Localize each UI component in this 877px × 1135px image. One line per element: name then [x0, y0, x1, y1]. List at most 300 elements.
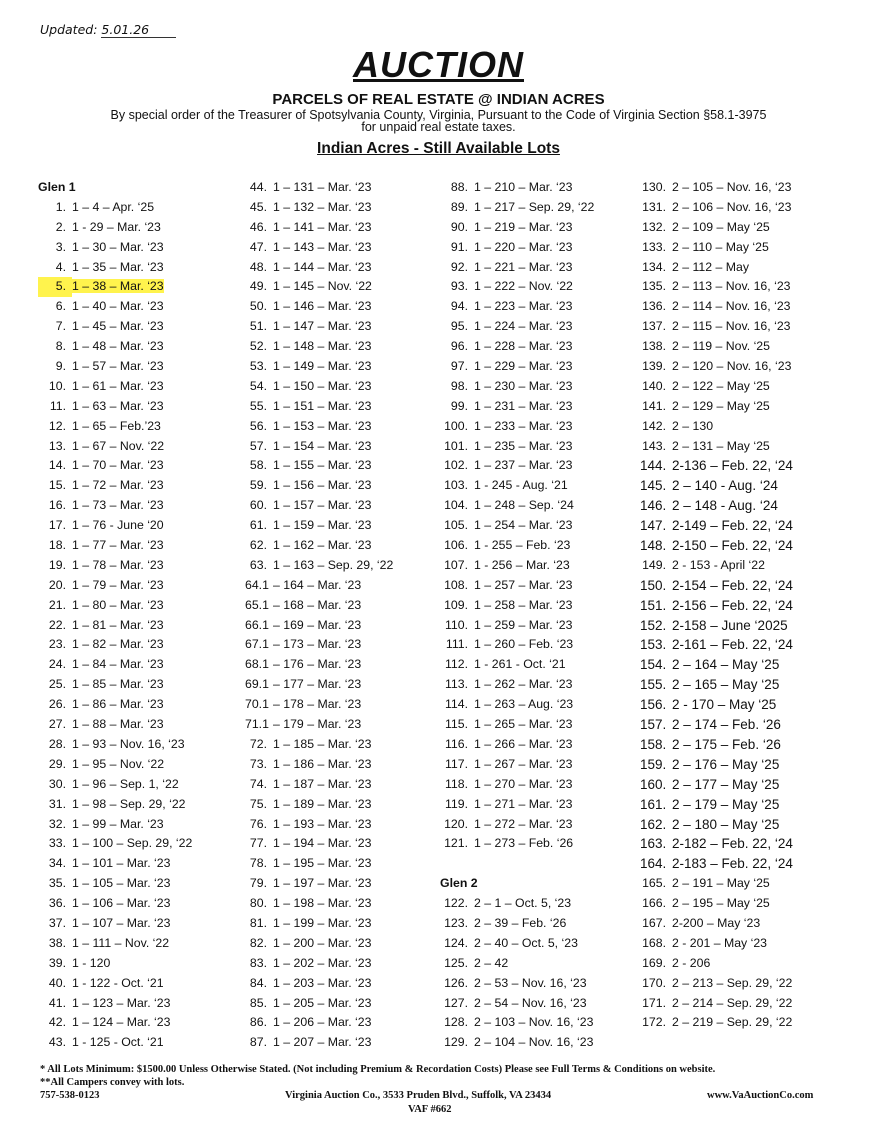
lot-row — [245, 914, 393, 934]
lot-detail: 1 – 198 – Mar. ‘23 — [273, 896, 372, 911]
lot-detail: 2 – 219 – Sep. 29, ‘22 — [672, 1015, 793, 1030]
lot-number: 105. — [444, 518, 468, 533]
lot-row — [640, 417, 793, 437]
lot-row — [38, 834, 192, 854]
lot-detail: 2 – 42 — [474, 955, 509, 970]
lot-number: 15. — [48, 478, 66, 493]
lot-row — [440, 715, 594, 735]
lot-number: 145. — [640, 478, 667, 494]
lot-number: 5. — [38, 277, 72, 297]
lot-row — [440, 914, 594, 934]
lot-row — [440, 556, 594, 576]
lot-detail: 2 – 213 – Sep. 29, ‘22 — [672, 975, 793, 990]
lot-detail: 1 – 187 – Mar. ‘23 — [273, 776, 372, 791]
lot-row — [38, 516, 192, 536]
page-title: AUCTION — [353, 44, 524, 85]
lot-number: 84. — [249, 975, 267, 990]
lot-number: 96. — [450, 339, 468, 354]
lot-detail: 2 – 115 – Nov. 16, ‘23 — [672, 319, 791, 334]
lot-detail: 1 – 111 – Nov. ‘22 — [72, 935, 170, 950]
lot-detail: 2 – 174 – Feb. ‘26 — [672, 717, 781, 733]
lot-row — [640, 655, 793, 675]
lot-row — [245, 556, 393, 576]
lot-number: 109. — [444, 597, 468, 612]
lot-row — [38, 994, 192, 1014]
lot-row — [640, 178, 793, 198]
lot-detail: 1 – 76 - June ‘20 — [72, 518, 164, 533]
lot-detail: 2 – 39 – Feb. ‘26 — [474, 915, 567, 930]
lot-detail: 2 – 177 – May ‘25 — [672, 776, 780, 792]
lot-detail: 1 – 65 – Feb.’23 — [72, 418, 161, 433]
lot-number: 50. — [249, 299, 267, 314]
lot-detail: 1 – 230 – Mar. ‘23 — [474, 378, 573, 393]
lot-detail: 1 – 48 – Mar. ‘23 — [72, 339, 164, 354]
lot-detail: 2 – 114 – Nov. 16, ‘23 — [672, 299, 791, 314]
lot-row — [440, 954, 594, 974]
lot-detail: 1 – 82 – Mar. ‘23 — [72, 637, 164, 652]
lot-row — [38, 536, 192, 556]
lot-row — [440, 994, 594, 1014]
lot-number: 32. — [48, 816, 66, 831]
lot-number: 8. — [55, 339, 66, 354]
lot-number: 59. — [249, 478, 267, 493]
lot-number: 2. — [55, 219, 66, 234]
lot-number: 172. — [642, 1015, 666, 1030]
lot-detail: 1 – 151 – Mar. ‘23 — [273, 398, 372, 413]
lot-number: 64.1 — [245, 577, 269, 592]
lot-detail: 1 – 267 – Mar. ‘23 — [474, 756, 573, 771]
lot-row — [38, 258, 192, 278]
lot-row — [640, 596, 793, 616]
lot-number: 156. — [640, 697, 667, 713]
lot-row — [245, 974, 393, 994]
lot-number: 127. — [444, 995, 468, 1010]
lot-detail: 1 – 153 – Mar. ‘23 — [273, 418, 372, 433]
lot-detail: 1 – 162 – Mar. ‘23 — [273, 538, 372, 553]
lot-number: 48. — [249, 259, 267, 274]
lot-number: 34. — [48, 856, 66, 871]
lot-number: 14. — [48, 458, 66, 473]
lot-number: 133. — [642, 239, 666, 254]
lot-number: 161. — [640, 796, 667, 812]
lot-row — [38, 616, 192, 636]
lot-number: 56. — [249, 418, 267, 433]
lot-detail: 2 – 164 – May ‘25 — [672, 657, 780, 673]
lot-row — [38, 198, 192, 218]
updated-stamp — [40, 22, 176, 38]
lot-number: 41. — [48, 995, 66, 1010]
lot-number: 129. — [444, 1035, 468, 1050]
lot-detail: 1 – 85 – Mar. ‘23 — [72, 677, 164, 692]
lot-row — [38, 914, 192, 934]
lot-number: 121. — [444, 836, 468, 851]
lot-number: 81. — [249, 915, 267, 930]
lot-number: 159. — [640, 756, 667, 772]
lot-column-2 — [245, 178, 393, 1053]
lot-row — [440, 397, 594, 417]
lot-detail: 1 – 61 – Mar. ‘23 — [72, 378, 164, 393]
lot-row — [440, 675, 594, 695]
lot-detail: 1 – 145 – Nov. ‘22 — [273, 279, 372, 294]
lot-detail: 2 - 170 – May ‘25 — [672, 697, 777, 713]
lot-row — [440, 337, 594, 357]
lot-row — [440, 795, 594, 815]
lot-row — [440, 894, 594, 914]
lot-detail: 1 – 197 – Mar. ‘23 — [273, 876, 372, 891]
lot-row — [245, 854, 393, 874]
lot-row — [38, 397, 192, 417]
lot-row — [245, 218, 393, 238]
lot-detail: 1 – 257 – Mar. ‘23 — [474, 577, 573, 592]
lot-number: 36. — [48, 896, 66, 911]
lot-detail: 1 – 210 – Mar. ‘23 — [474, 180, 573, 194]
lot-row — [38, 815, 192, 835]
lot-row — [38, 675, 192, 695]
lot-detail: 1 – 93 – Nov. 16, ‘23 — [72, 736, 185, 751]
lot-detail: 1 – 100 – Sep. 29, ‘22 — [72, 836, 193, 851]
lot-row — [440, 198, 594, 218]
lot-detail: 1 - 125 - Oct. ‘21 — [72, 1035, 164, 1050]
lot-row — [245, 258, 393, 278]
lot-detail: 1 – 154 – Mar. ‘23 — [273, 438, 372, 453]
lot-number: 60. — [249, 498, 267, 513]
legal-notice-line-2: for unpaid real estate taxes. — [361, 120, 516, 134]
lot-number: 74. — [249, 776, 267, 791]
lot-number: 108. — [444, 577, 468, 592]
lot-detail: 1 – 200 – Mar. ‘23 — [273, 935, 372, 950]
lot-number: 73. — [249, 756, 267, 771]
lot-row — [245, 954, 393, 974]
footer-website: www.VaAuctionCo.com — [707, 1090, 814, 1101]
lot-number: 150. — [640, 577, 667, 593]
lot-row — [245, 1013, 393, 1033]
lot-number: 26. — [48, 697, 66, 712]
lot-number: 83. — [249, 955, 267, 970]
lot-number: 120. — [444, 816, 468, 831]
lot-detail: 1 – 259 – Mar. ‘23 — [474, 617, 573, 632]
lot-detail: 1 – 84 – Mar. ‘23 — [72, 657, 164, 672]
lot-number: 148. — [640, 538, 667, 554]
lot-number: 89. — [450, 199, 468, 214]
lot-row — [38, 357, 192, 377]
lot-number: 21. — [48, 597, 66, 612]
lot-number: 91. — [450, 239, 468, 254]
spacer — [440, 854, 594, 874]
lot-row — [245, 894, 393, 914]
lot-row — [440, 258, 594, 278]
lot-row — [440, 516, 594, 536]
lot-row — [245, 815, 393, 835]
lot-detail: 2 – 1 – Oct. 5, ‘23 — [474, 896, 572, 911]
lot-number: 151. — [640, 597, 667, 613]
lot-row — [440, 655, 594, 675]
lot-number: 30. — [48, 776, 66, 791]
lot-number: 39. — [48, 955, 66, 970]
lot-row — [440, 456, 594, 476]
lot-detail: 1 – 38 – Mar. ‘23 — [72, 279, 164, 294]
lot-number: 47. — [249, 239, 267, 254]
lot-detail: 2-154 – Feb. 22, ‘24 — [672, 577, 793, 593]
lot-detail: 2 – 129 – May ‘25 — [672, 398, 770, 413]
lot-number: 122. — [444, 896, 468, 911]
lot-detail: 2-182 – Feb. 22, ‘24 — [672, 836, 793, 852]
lot-detail: 1 – 270 – Mar. ‘23 — [474, 776, 573, 791]
lot-row — [640, 397, 793, 417]
lot-row — [38, 775, 192, 795]
lot-row — [245, 297, 393, 317]
lot-number: 117. — [444, 756, 468, 771]
lot-detail: 2-156 – Feb. 22, ‘24 — [672, 597, 793, 613]
lot-detail: 1 – 81 – Mar. ‘23 — [72, 617, 164, 632]
lot-row — [440, 496, 594, 516]
lot-row — [640, 894, 793, 914]
lot-detail: 1 – 185 – Mar. ‘23 — [273, 736, 372, 751]
lot-detail: 1 – 203 – Mar. ‘23 — [273, 975, 372, 990]
lot-detail: 1 – 194 – Mar. ‘23 — [273, 836, 372, 851]
lot-number: 139. — [642, 359, 666, 374]
lot-row — [440, 317, 594, 337]
lot-detail: 2 – 110 – May ‘25 — [672, 239, 769, 254]
lot-row — [245, 795, 393, 815]
lot-row — [245, 277, 393, 297]
lot-row — [245, 775, 393, 795]
lot-detail: 1 – 124 – Mar. ‘23 — [72, 1015, 171, 1030]
lot-number: 154. — [640, 657, 667, 673]
lot-number: 101. — [444, 438, 468, 453]
lot-row — [640, 496, 793, 516]
lot-detail: 1 – 107 – Mar. ‘23 — [72, 915, 171, 930]
lot-detail: 2-200 – May ‘23 — [672, 915, 761, 930]
lot-number: 155. — [640, 677, 667, 693]
lot-number: 31. — [48, 796, 66, 811]
lot-detail: 1 – 262 – Mar. ‘23 — [474, 677, 573, 692]
lot-number: 100. — [444, 418, 468, 433]
lot-detail: 1 – 221 – Mar. ‘23 — [474, 259, 573, 274]
lot-row — [440, 277, 594, 297]
lot-row — [640, 815, 793, 835]
lot-row — [440, 218, 594, 238]
lot-detail: 1 – 149 – Mar. ‘23 — [273, 359, 372, 374]
lot-row — [245, 715, 393, 735]
lot-row — [440, 616, 594, 636]
lot-detail: 1 – 99 – Mar. ‘23 — [72, 816, 164, 831]
lot-detail: 1 – 72 – Mar. ‘23 — [72, 478, 164, 493]
lot-detail: 1 – 163 – Sep. 29, ‘22 — [273, 557, 394, 572]
lot-number: 75. — [249, 796, 267, 811]
lot-number: 1. — [55, 199, 66, 214]
lot-number: 51. — [249, 319, 267, 334]
lot-row — [440, 357, 594, 377]
lot-detail: 2 – 180 – May ‘25 — [672, 816, 780, 832]
lot-row — [640, 954, 793, 974]
lot-row — [245, 596, 393, 616]
lot-number: 82. — [249, 935, 267, 950]
footer-phone: 757-538-0123 — [40, 1090, 100, 1101]
lot-detail: 2 – 105 – Nov. 16, ‘23 — [672, 180, 792, 194]
lot-row — [245, 516, 393, 536]
lot-number: 118. — [444, 776, 468, 791]
lot-row — [38, 576, 192, 596]
lot-row — [640, 775, 793, 795]
lot-detail: 1 – 143 – Mar. ‘23 — [273, 239, 372, 254]
lot-detail: 2-161 – Feb. 22, ‘24 — [672, 637, 793, 653]
lot-detail: 2-149 – Feb. 22, ‘24 — [672, 518, 793, 534]
lot-number: 18. — [48, 538, 66, 553]
lot-row — [640, 476, 793, 496]
lot-row — [38, 635, 192, 655]
lot-number: 6. — [55, 299, 66, 314]
lot-number: 13. — [48, 438, 66, 453]
lot-detail: 2 – 40 – Oct. 5, ‘23 — [474, 935, 578, 950]
lot-detail: 1 - 261 - Oct. ‘21 — [474, 657, 566, 672]
lot-number: 94. — [450, 299, 468, 314]
lot-row — [440, 178, 594, 198]
lot-row — [245, 417, 393, 437]
lot-number: 160. — [640, 776, 667, 792]
lot-number: 132. — [642, 219, 666, 234]
lot-detail: 1 – 260 – Feb. ‘23 — [474, 637, 574, 652]
lot-detail: 1 – 40 – Mar. ‘23 — [72, 299, 164, 314]
lot-number: 106. — [444, 538, 468, 553]
lot-detail: 2 – 54 – Nov. 16, ‘23 — [474, 995, 587, 1010]
lot-row — [38, 954, 192, 974]
lot-row — [38, 496, 192, 516]
lot-row — [640, 1013, 793, 1033]
lot-detail: 1 – 79 – Mar. ‘23 — [72, 577, 164, 592]
lot-detail: 1 – 235 – Mar. ‘23 — [474, 438, 573, 453]
lot-row — [640, 974, 793, 994]
lot-row — [640, 635, 793, 655]
lot-detail: 1 – 77 – Mar. ‘23 — [72, 538, 164, 553]
lot-row — [640, 258, 793, 278]
lot-row — [38, 695, 192, 715]
lot-number: 144. — [640, 458, 667, 474]
lot-row — [440, 834, 594, 854]
lot-detail: 2 – 106 – Nov. 16, ‘23 — [672, 199, 792, 214]
lot-detail: 1 – 273 – Feb. ‘26 — [474, 836, 574, 851]
lot-detail: 2 – 113 – Nov. 16, ‘23 — [672, 279, 791, 294]
lot-number: 146. — [640, 498, 667, 514]
lot-number: 67.1 — [245, 637, 269, 652]
lot-detail: 2 - 153 - April ‘22 — [672, 557, 765, 572]
lot-detail: 1 – 156 – Mar. ‘23 — [273, 478, 372, 493]
lot-number: 135. — [642, 279, 666, 294]
lot-row — [440, 476, 594, 496]
lot-number: 53. — [249, 359, 267, 374]
lot-row — [440, 775, 594, 795]
lot-row — [640, 456, 793, 476]
lot-detail: 1 – 106 – Mar. ‘23 — [72, 896, 171, 911]
lot-detail: 1 – 144 – Mar. ‘23 — [273, 259, 372, 274]
lot-detail: 1 – 123 – Mar. ‘23 — [72, 995, 171, 1010]
lot-number: 4. — [55, 259, 66, 274]
lot-row — [38, 974, 192, 994]
lot-row — [640, 357, 793, 377]
lot-number: 137. — [642, 319, 666, 334]
lot-number: 170. — [642, 975, 666, 990]
lot-number: 164. — [640, 856, 667, 872]
lot-row — [440, 815, 594, 835]
footer-vaf: VAF #662 — [408, 1104, 452, 1115]
lot-row — [640, 755, 793, 775]
lot-number: 86. — [249, 1015, 267, 1030]
lot-detail: 1 - 29 – Mar. ‘23 — [72, 219, 161, 234]
lot-row — [640, 695, 793, 715]
lot-detail: – 178 – Mar. ‘23 — [273, 697, 362, 712]
lot-number: 110. — [444, 617, 468, 632]
lot-number: 9. — [55, 359, 66, 374]
lot-number: 44. — [249, 180, 267, 194]
lot-row — [440, 417, 594, 437]
lot-detail: 1 – 78 – Mar. ‘23 — [72, 557, 164, 572]
lot-row — [640, 616, 793, 636]
lot-detail: 2 – 140 - Aug. ‘24 — [672, 478, 778, 494]
lot-number: 123. — [444, 915, 468, 930]
lot-number: 79. — [249, 876, 267, 891]
lot-row — [38, 317, 192, 337]
lot-detail: 1 – 272 – Mar. ‘23 — [474, 816, 573, 831]
section-heading: Indian Acres - Still Available Lots — [317, 140, 560, 157]
lot-detail: 2 – 120 – Nov. 16, ‘23 — [672, 359, 792, 374]
lot-number: 68.1 — [245, 657, 269, 672]
lot-number: 171. — [642, 995, 666, 1010]
lot-row — [440, 576, 594, 596]
lot-detail: 1 – 224 – Mar. ‘23 — [474, 319, 573, 334]
lot-row — [245, 456, 393, 476]
lot-row — [245, 476, 393, 496]
lot-detail: – 169 – Mar. ‘23 — [273, 617, 362, 632]
lot-detail: 1 – 258 – Mar. ‘23 — [474, 597, 573, 612]
lot-row — [640, 277, 793, 297]
lot-detail: 1 – 223 – Mar. ‘23 — [474, 299, 573, 314]
lot-row — [245, 377, 393, 397]
lot-number: 103. — [444, 478, 468, 493]
lot-detail: 1 - 256 – Mar. ‘23 — [474, 557, 570, 572]
lot-column-4 — [640, 178, 793, 1033]
legal-notice — [0, 109, 877, 133]
lot-detail: 1 – 131 – Mar. ‘23 — [273, 180, 372, 194]
lot-detail: 1 – 207 – Mar. ‘23 — [273, 1035, 372, 1050]
lot-number: 153. — [640, 637, 667, 653]
lot-row — [640, 735, 793, 755]
lot-detail: 1 - 122 - Oct. ‘21 — [72, 975, 164, 990]
lot-detail: 1 – 195 – Mar. ‘23 — [273, 856, 372, 871]
lot-detail: 1 – 96 – Sep. 1, ‘22 — [72, 776, 179, 791]
lot-row — [440, 635, 594, 655]
lot-detail: 1 - 255 – Feb. ‘23 — [474, 538, 571, 553]
lot-number: 69.1 — [245, 677, 269, 692]
lot-number: 163. — [640, 836, 667, 852]
lot-number: 76. — [249, 816, 267, 831]
lot-number: 63. — [249, 557, 267, 572]
lot-row — [38, 277, 192, 297]
lot-number: 169. — [642, 955, 666, 970]
lot-detail: 1 – 98 – Sep. 29, ‘22 — [72, 796, 186, 811]
lot-detail: 1 – 80 – Mar. ‘23 — [72, 597, 164, 612]
lot-row — [640, 297, 793, 317]
lot-number: 152. — [640, 617, 667, 633]
lot-column-3 — [440, 178, 594, 1053]
lot-detail: 1 – 159 – Mar. ‘23 — [273, 518, 372, 533]
lot-row — [440, 1013, 594, 1033]
lot-number: 23. — [48, 637, 66, 652]
lot-row — [245, 437, 393, 457]
lot-number: 27. — [48, 717, 66, 732]
lot-detail: 2 – 179 – May ‘25 — [672, 796, 780, 812]
lot-detail: 2-150 – Feb. 22, ‘24 — [672, 538, 793, 554]
lot-row — [640, 437, 793, 457]
lot-detail: 1 – 146 – Mar. ‘23 — [273, 299, 372, 314]
